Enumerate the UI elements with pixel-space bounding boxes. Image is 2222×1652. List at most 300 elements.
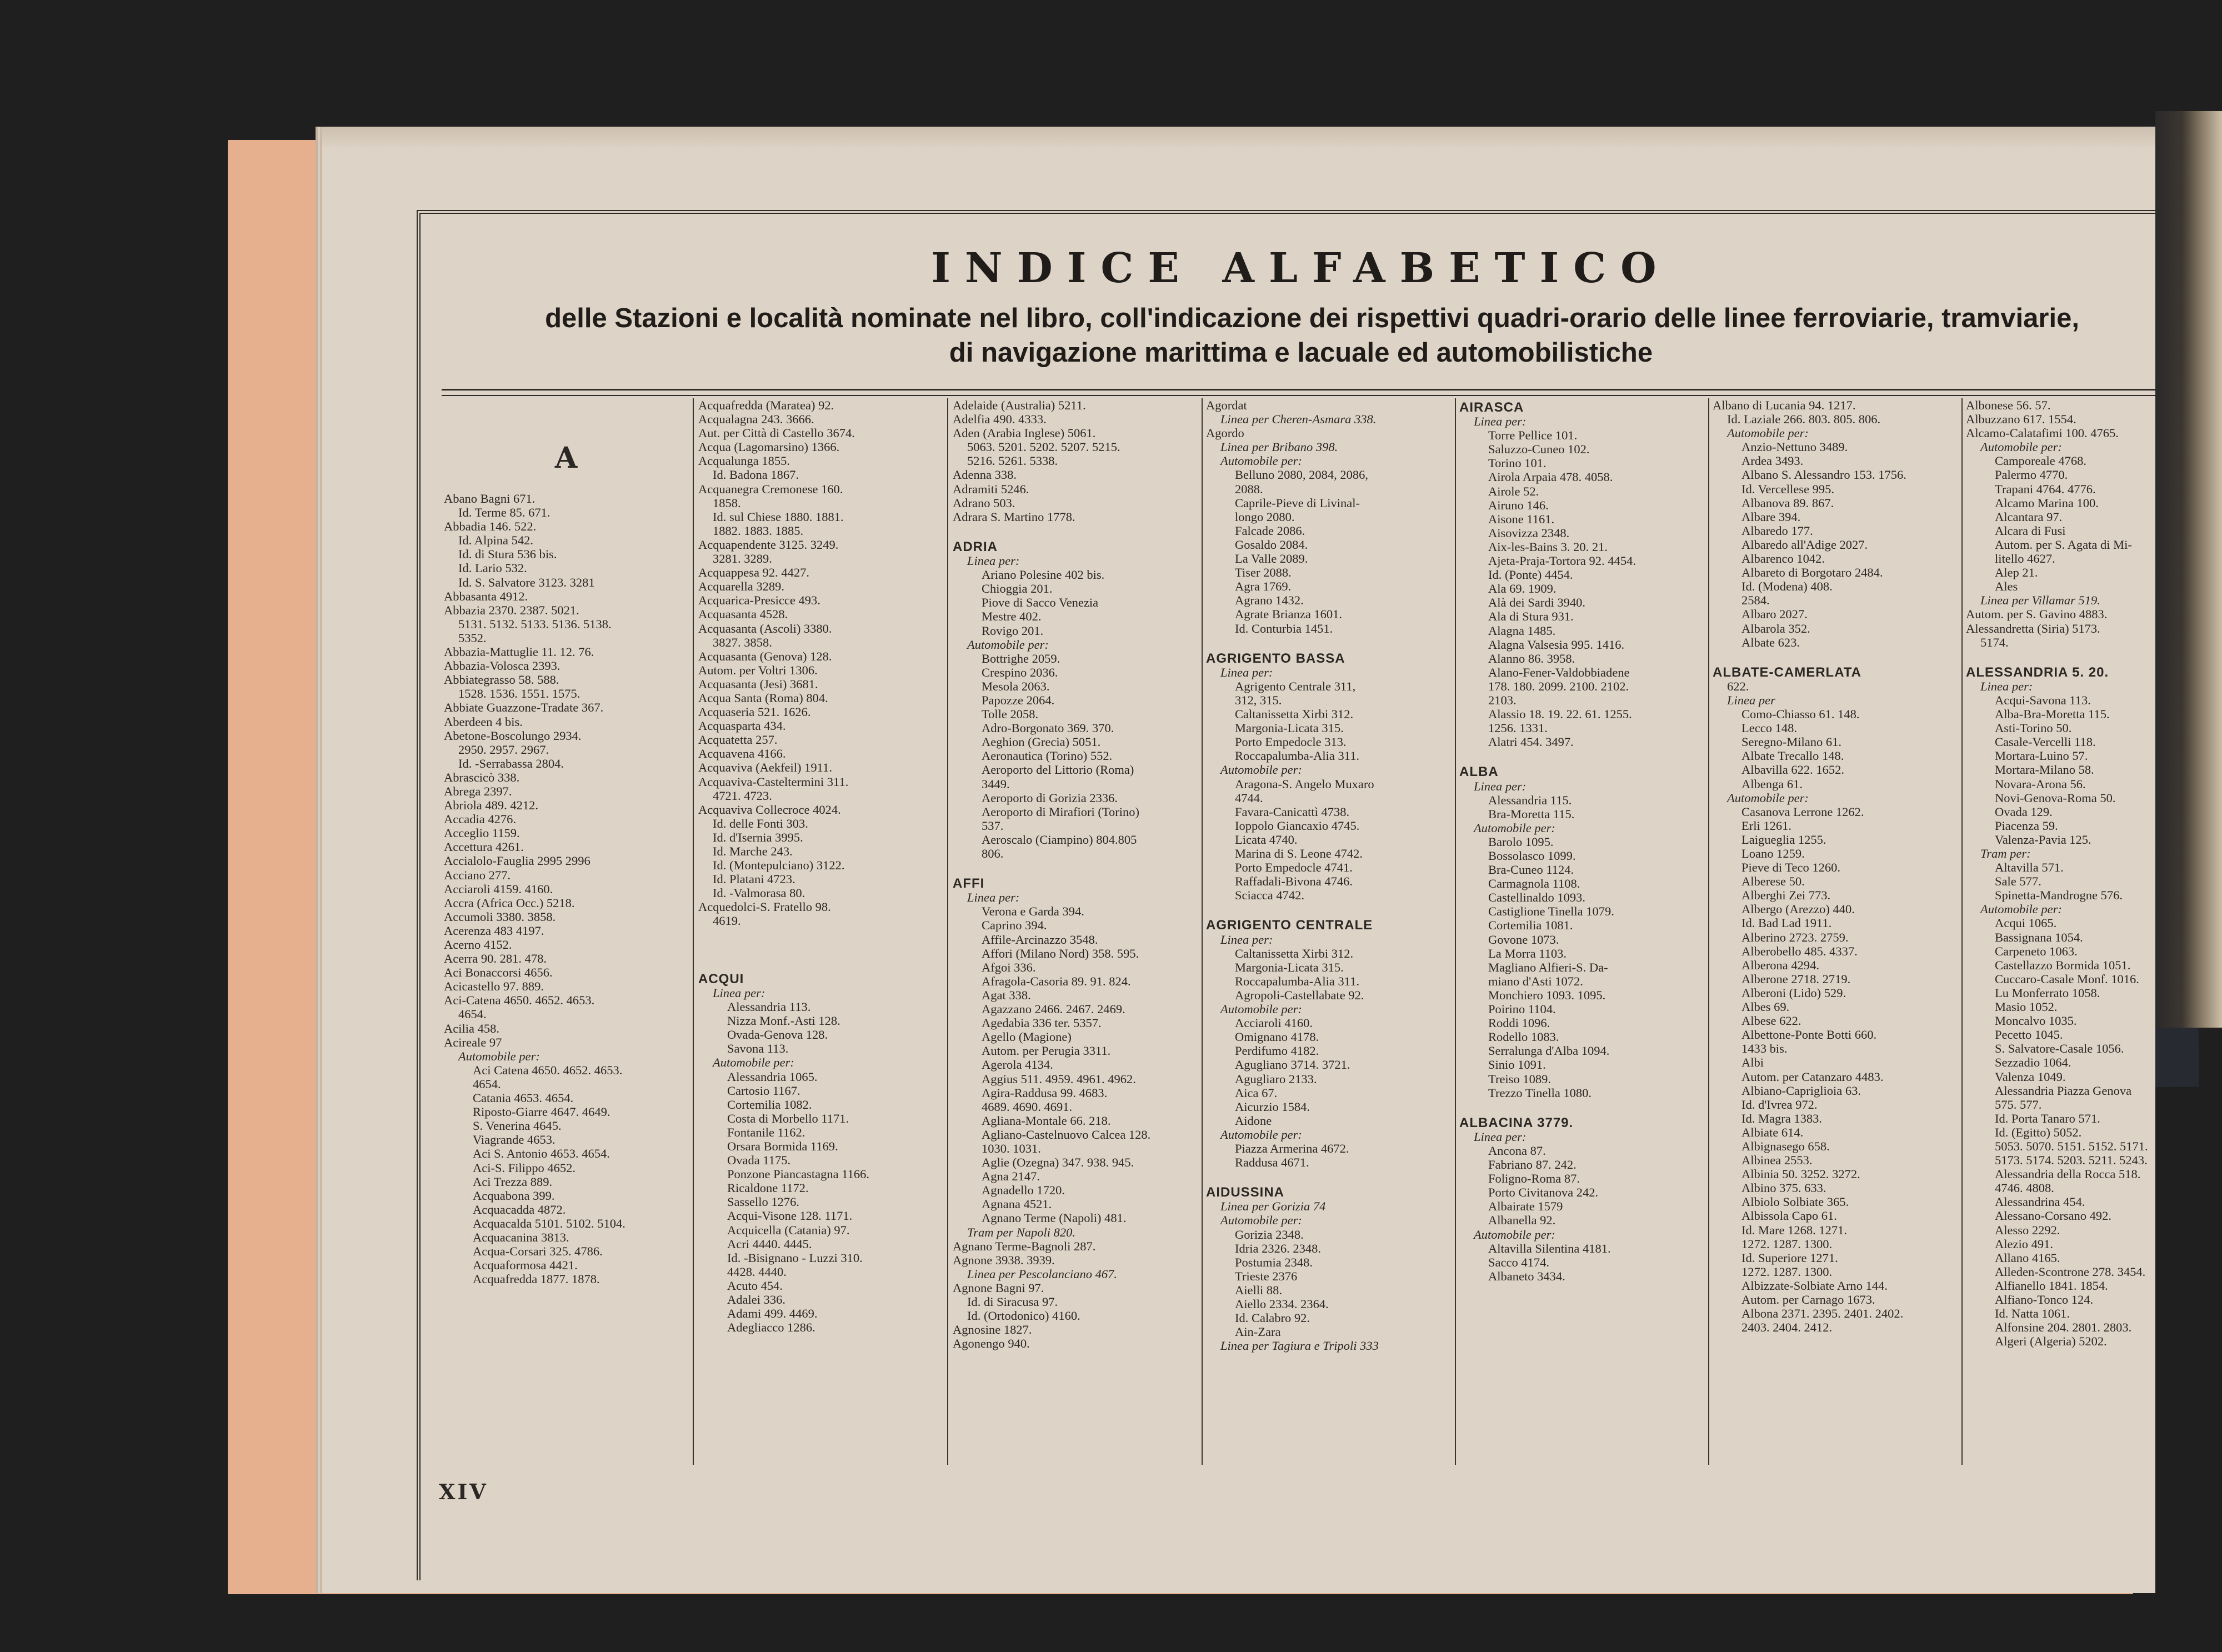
- index-heading: ALBACINA 3779.: [1459, 1115, 1574, 1130]
- index-column-6: [1713, 398, 1957, 1465]
- index-destination: Raffadali-Bivona 4746.: [1235, 874, 1353, 889]
- index-destination: Alfiano-Tonco 124.: [1995, 1293, 2094, 1306]
- index-destination: Mesola 2063.: [982, 679, 1050, 693]
- index-entry: Accettura 4261.: [444, 840, 524, 854]
- index-entry: Agnano Terme-Bagnoli 287.: [953, 1239, 1096, 1253]
- index-destination: Aiello 2334. 2364.: [1235, 1297, 1329, 1311]
- index-entry: Acceglio 1159.: [444, 826, 520, 840]
- index-destination: Trieste 2376: [1235, 1269, 1298, 1283]
- index-entry: Acquavena 4166.: [698, 747, 786, 761]
- index-subheading: Automobile per:: [1980, 902, 2062, 917]
- index-continuation: 1858.: [713, 495, 741, 510]
- index-entry: Aden (Arabia Inglese) 5061.: [953, 426, 1096, 440]
- index-destination: Agnana 4521.: [982, 1197, 1052, 1212]
- index-destination: Mortara-Milano 58.: [1995, 763, 2094, 777]
- index-destination: Aeghion (Grecia) 5051.: [982, 735, 1101, 749]
- index-destination: Albate Trecallo 148.: [1741, 749, 1844, 763]
- index-destination: Alberoni (Lido) 529.: [1741, 985, 1846, 1000]
- index-entry: Id. Alpina 542.: [458, 533, 533, 548]
- index-destination: 4744.: [1235, 790, 1263, 805]
- index-destination: Gosaldo 2084.: [1235, 537, 1308, 552]
- index-destination: 4746. 4808.: [1995, 1181, 2054, 1195]
- index-destination: Aeronautica (Torino) 552.: [982, 749, 1113, 763]
- index-column-1: [444, 398, 688, 1465]
- index-entry: Albuzzano 617. 1554.: [1966, 412, 2076, 427]
- index-destination: Piazza Armerina 4672.: [1235, 1141, 1349, 1155]
- index-entry: Acerra 90. 281. 478.: [444, 952, 547, 966]
- index-destination: Sassello 1276.: [727, 1195, 800, 1209]
- index-destination: Albinia 50. 3252. 3272.: [1741, 1167, 1860, 1182]
- index-subheading: Automobile per:: [1220, 763, 1302, 777]
- index-destination: Viagrande 4653.: [473, 1133, 556, 1147]
- index-destination: Treiso 1089.: [1488, 1072, 1551, 1086]
- index-destination: Albi: [1741, 1055, 1764, 1070]
- index-destination: Afragola-Casoria 89. 91. 824.: [982, 974, 1131, 988]
- index-entry: Acqualunga 1855.: [698, 454, 790, 468]
- index-entry: Acilia 458.: [444, 1021, 499, 1035]
- index-entry: Abano Bagni 671.: [444, 492, 536, 505]
- page-subtitle-line1: delle Stazioni e località nominate nel libro, coll'indicazione dei rispettivi quadri-orario delle linee ferroviarie, tramviarie,: [545, 303, 2079, 333]
- index-destination: Agliana-Montale 66. 218.: [982, 1113, 1111, 1128]
- index-destination: Aeroporto del Littorio (Roma): [982, 763, 1134, 777]
- index-destination: Mortara-Luino 57.: [1995, 749, 2088, 763]
- spacer: [953, 524, 1197, 538]
- index-continuation: 4619.: [713, 914, 741, 928]
- spacer: [1206, 635, 1450, 649]
- index-column-5: [1459, 398, 1704, 1465]
- index-destination: Tolle 2058.: [982, 707, 1039, 722]
- index-destination: Carmagnola 1108.: [1488, 877, 1580, 891]
- index-entry: Adrano 503.: [953, 495, 1015, 510]
- index-destination: Autom. per Carnago 1673.: [1741, 1293, 1875, 1306]
- index-destination: Alà dei Sardi 3940.: [1488, 595, 1585, 610]
- index-subheading: Linea per Cheren-Asmara 338.: [1220, 412, 1377, 427]
- index-destination: Adami 499. 4469.: [727, 1306, 818, 1321]
- index-destination: Castellazzo Bormida 1051.: [1995, 958, 2131, 972]
- index-entry: Autom. per Voltri 1306.: [698, 663, 818, 677]
- index-destination: Valenza-Pavia 125.: [1995, 832, 2091, 847]
- index-entry: Abbadia 146. 522.: [444, 519, 537, 534]
- index-destination: Sacco 4174.: [1488, 1255, 1549, 1269]
- index-destination: Altavilla 571.: [1995, 860, 2064, 875]
- index-subheading: Tram per:: [1980, 847, 2031, 860]
- index-destination: Ain-Zara: [1235, 1325, 1281, 1339]
- index-entry: Id. Lario 532.: [458, 561, 527, 575]
- index-destination: Acqui 1065.: [1995, 916, 2057, 930]
- index-destination: Alberona 4294.: [1741, 958, 1819, 972]
- index-destination: Agugliaro 2133.: [1235, 1072, 1317, 1086]
- index-destination: Loano 1259.: [1741, 847, 1805, 860]
- index-entry: Agordo: [1206, 426, 1244, 440]
- index-subheading: Linea per:: [1220, 665, 1273, 679]
- index-destination: Id. Superiore 1271.: [1741, 1250, 1838, 1265]
- index-destination: Tiser 2088.: [1235, 565, 1292, 580]
- index-destination: Alessandria della Rocca 518.: [1995, 1167, 2141, 1182]
- index-destination: Alessandria 1065.: [727, 1069, 818, 1084]
- index-entry: Alessandretta (Siria) 5173.: [1966, 621, 2100, 635]
- index-destination: Albettone-Ponte Botti 660.: [1741, 1028, 1877, 1042]
- index-destination: Albiano-Capriglioia 63.: [1741, 1083, 1861, 1098]
- index-destination: Foligno-Roma 87.: [1488, 1172, 1580, 1186]
- index-continuation: 1882. 1883. 1885.: [713, 523, 804, 538]
- index-destination: Ala 69. 1909.: [1488, 582, 1557, 596]
- index-destination: Pecetto 1045.: [1995, 1028, 2063, 1042]
- index-destination: Porto Empedocle 313.: [1235, 735, 1347, 749]
- index-entry: Abbasanta 4912.: [444, 589, 528, 603]
- index-destination: Albignasego 658.: [1741, 1139, 1830, 1153]
- index-destination: Margonia-Licata 315.: [1235, 721, 1344, 735]
- index-entry: Acqua Santa (Roma) 804.: [698, 690, 828, 705]
- index-entry: Acquappesa 92. 4427.: [698, 565, 809, 580]
- spacer: [1206, 1169, 1450, 1183]
- index-destination: Alassio 18. 19. 22. 61. 1255.: [1488, 707, 1632, 722]
- index-destination: Agedabia 336 ter. 5357.: [982, 1016, 1102, 1030]
- index-entry: Acquasanta (Ascoli) 3380.: [698, 621, 832, 635]
- index-destination: Favara-Canicattì 4738.: [1235, 804, 1350, 819]
- index-destination: Albiate 614.: [1741, 1125, 1804, 1139]
- index-destination: Albese 622.: [1741, 1014, 1801, 1028]
- index-destination: Albinea 2553.: [1741, 1153, 1813, 1168]
- index-destination: 178. 180. 2099. 2100. 2102.: [1488, 679, 1629, 693]
- index-destination: Postumia 2348.: [1235, 1255, 1313, 1269]
- index-destination: La Morra 1103.: [1488, 946, 1567, 960]
- index-destination: Autom. per Catanzaro 4483.: [1741, 1069, 1884, 1084]
- index-destination: Agira-Raddusa 99. 4683.: [982, 1085, 1108, 1100]
- index-destination: 5173. 5174. 5203. 5211. 5243.: [1995, 1153, 2148, 1168]
- index-entry: Id. di Siracusa 97.: [967, 1295, 1058, 1309]
- index-entry: Id. d'Isernia 3995.: [713, 830, 803, 844]
- index-destination: Albanova 89. 867.: [1741, 495, 1834, 510]
- index-subheading: Linea per:: [967, 890, 1020, 905]
- index-destination: Ales: [1995, 579, 2018, 594]
- index-entry: Acquafredda (Maratea) 92.: [698, 398, 834, 412]
- index-entry: Acquatetta 257.: [698, 733, 778, 747]
- index-page: [322, 127, 2155, 1593]
- index-destination: Caprile-Pieve di Livinal-: [1235, 495, 1360, 510]
- index-destination: Agrigento Centrale 311,: [1235, 679, 1356, 693]
- index-subheading: Linea per:: [1220, 932, 1273, 947]
- index-destination: Autom. per Perugia 3311.: [982, 1044, 1111, 1058]
- index-destination: Marina di S. Leone 4742.: [1235, 847, 1363, 860]
- index-entry: Acquaviva (Aekfeil) 1911.: [698, 760, 832, 775]
- index-destination: Acquacalda 5101. 5102. 5104.: [473, 1216, 625, 1230]
- index-subheading: Linea per:: [967, 554, 1020, 568]
- index-entry: Id. Laziale 266. 803. 805. 806.: [1727, 412, 1881, 427]
- index-entry: Abriola 489. 4212.: [444, 798, 538, 813]
- index-entry: Abbazia-Mattuglie 11. 12. 76.: [444, 645, 594, 659]
- index-destination: Castiglione Tinella 1079.: [1488, 904, 1614, 919]
- index-heading: AGRIGENTO CENTRALE: [1206, 918, 1373, 933]
- index-entry: Abbazia 2370. 2387. 5021.: [444, 603, 579, 617]
- index-destination: Albaneto 3434.: [1488, 1269, 1565, 1283]
- index-entry: Acerno 4152.: [444, 938, 512, 952]
- index-entry: Aut. per Città di Castello 3674.: [698, 426, 855, 440]
- index-destination: Alcara di Fusi: [1995, 523, 2066, 538]
- index-subheading: Linea per: [1727, 693, 1775, 707]
- index-destination: Asti-Torino 50.: [1995, 721, 2072, 735]
- index-entry: Adelfia 490. 4333.: [953, 412, 1047, 427]
- index-destination: Altavilla Silentina 4181.: [1488, 1241, 1611, 1255]
- index-destination: Acquacanina 3813.: [473, 1230, 569, 1244]
- column-divider: [693, 398, 694, 1465]
- index-entry: Abbiate Guazzone-Tradate 367.: [444, 700, 604, 715]
- index-entry: Acqualagna 243. 3666.: [698, 412, 814, 427]
- index-destination: Acri 4440. 4445.: [727, 1237, 812, 1251]
- index-destination: Palermo 4770.: [1995, 468, 2068, 482]
- index-subheading: Linea per:: [1474, 1129, 1527, 1144]
- index-destination: Aci Catena 4650. 4652. 4653.: [473, 1063, 623, 1077]
- index-heading: ACQUI: [698, 971, 744, 987]
- index-subheading: Linea per Gorizia 74: [1220, 1199, 1326, 1214]
- spacer: [953, 860, 1197, 874]
- index-destination: Carpeneto 1063.: [1995, 944, 2078, 958]
- index-entry: Acqua (Lagomarsino) 1366.: [698, 440, 840, 454]
- index-destination: Acquafredda 1877. 1878.: [473, 1272, 600, 1286]
- index-destination: Acqui-Savona 113.: [1995, 693, 2091, 707]
- index-entry: Abetone-Boscolungo 2934.: [444, 728, 582, 743]
- index-destination: Cortemilia 1082.: [727, 1097, 812, 1112]
- index-entry: Autom. per S. Gavino 4883.: [1966, 607, 2108, 622]
- index-entry: Acquaviva-Casteltermini 311.: [698, 774, 849, 789]
- index-destination: Govone 1073.: [1488, 932, 1559, 947]
- index-destination: Albissola Capo 61.: [1741, 1209, 1837, 1223]
- index-destination: Margonia-Licata 315.: [1235, 960, 1344, 974]
- index-destination: Agra 1769.: [1235, 579, 1292, 594]
- index-subheading: Linea per Villamar 519.: [1980, 593, 2100, 608]
- index-destination: Piacenza 59.: [1995, 818, 2058, 833]
- index-destination: Id. -Bisignano - Luzzi 310.: [727, 1250, 863, 1265]
- index-subheading: Tram per Napoli 820.: [967, 1225, 1076, 1239]
- index-destination: Id. Porta Tanaro 571.: [1995, 1111, 2100, 1125]
- index-destination: Trapani 4764. 4776.: [1995, 482, 2096, 496]
- index-entry: Id. (Ortodonico) 4160.: [967, 1309, 1080, 1323]
- index-destination: 806.: [982, 847, 1004, 860]
- index-heading: AFFI: [953, 876, 985, 892]
- index-destination: Ala di Stura 931.: [1488, 609, 1574, 624]
- page-frame: [417, 210, 2155, 1580]
- index-destination: Alesso 2292.: [1995, 1223, 2060, 1237]
- index-heading: AGRIGENTO BASSA: [1206, 650, 1345, 666]
- index-destination: Alberese 50.: [1741, 874, 1805, 889]
- index-continuation: 4654.: [458, 1007, 487, 1022]
- index-destination: Bra-Moretta 115.: [1488, 807, 1575, 821]
- index-subheading: Automobile per:: [1474, 820, 1555, 835]
- index-destination: 5053. 5070. 5151. 5152. 5171.: [1995, 1139, 2148, 1153]
- index-destination: Id. (Ponte) 4454.: [1488, 568, 1573, 582]
- index-entry: Acquasanta (Jesi) 3681.: [698, 677, 818, 691]
- page-title: INDICE ALFABETICO: [931, 244, 1671, 292]
- index-destination: Alessandria 115.: [1488, 793, 1572, 807]
- index-destination: Casale-Vercelli 118.: [1995, 735, 2096, 749]
- index-destination: Spinetta-Mandrogne 576.: [1995, 888, 2123, 903]
- index-continuation: 3827. 3858.: [713, 635, 772, 649]
- index-destination: Lecco 148.: [1741, 721, 1797, 735]
- index-subheading: Linea per:: [1474, 414, 1527, 429]
- index-destination: Sinio 1091.: [1488, 1058, 1546, 1072]
- index-entry: Id. Badona 1867.: [713, 468, 799, 482]
- index-destination: Agat 338.: [982, 988, 1031, 1002]
- index-destination: Cuccaro-Casale Monf. 1016.: [1995, 972, 2139, 986]
- index-destination: Serralunga d'Alba 1094.: [1488, 1044, 1610, 1058]
- index-entry: Acerenza 483 4197.: [444, 923, 544, 938]
- index-subheading: Automobile per:: [1727, 790, 1809, 805]
- index-destination: Laigueglia 1255.: [1741, 832, 1826, 847]
- index-destination: Albaro 2027.: [1741, 607, 1808, 622]
- index-destination: Alagna 1485.: [1488, 623, 1556, 638]
- index-destination: Savona 113.: [727, 1042, 789, 1056]
- index-destination: Allano 4165.: [1995, 1250, 2060, 1265]
- index-continuation: 5352.: [458, 630, 487, 645]
- index-destination: Autom. per S. Agata di Mi-: [1995, 537, 2132, 552]
- index-heading: ALBATE-CAMERLATA: [1713, 664, 1861, 680]
- index-destination: Casanova Lerrone 1262.: [1741, 804, 1864, 819]
- index-column-4: [1206, 398, 1450, 1465]
- index-entry: Id. di Stura 536 bis.: [458, 547, 557, 562]
- index-destination: Id. Magra 1383.: [1741, 1111, 1822, 1125]
- spacer: [698, 956, 943, 970]
- index-subheading: Automobile per:: [1220, 1213, 1302, 1228]
- index-destination: Alfonsine 204. 2801. 2803.: [1995, 1320, 2132, 1335]
- index-destination: Novi-Genova-Roma 50.: [1995, 790, 2116, 805]
- index-destination: Catania 4653. 4654.: [473, 1091, 574, 1105]
- spacer: [1459, 1100, 1704, 1114]
- index-entry: Adelaide (Australia) 5211.: [953, 398, 1086, 412]
- index-destination: Id. Natta 1061.: [1995, 1306, 2070, 1321]
- index-entry: Agonengo 940.: [953, 1336, 1030, 1351]
- index-entry: Abrascicò 338.: [444, 770, 520, 784]
- index-destination: Bottrighe 2059.: [982, 651, 1060, 665]
- index-subheading: Automobile per:: [1727, 426, 1809, 440]
- index-destination: Pieve di Teco 1260.: [1741, 860, 1840, 875]
- index-destination: Magliano Alfieri-S. Da-: [1488, 960, 1608, 974]
- index-subheading: Automobile per:: [1220, 454, 1302, 468]
- index-destination: Aggius 511. 4959. 4961. 4962.: [982, 1072, 1136, 1086]
- index-destination: Aicurzio 1584.: [1235, 1099, 1310, 1114]
- index-subheading: Linea per:: [1474, 779, 1527, 793]
- index-destination: Crespino 2036.: [982, 665, 1058, 679]
- index-destination: Acquaformosa 4421.: [473, 1258, 578, 1273]
- spacer: [698, 928, 943, 942]
- index-destination: Algeri (Algeria) 5202.: [1995, 1334, 2107, 1349]
- index-destination: Alagna Valsesia 995. 1416.: [1488, 637, 1625, 652]
- index-destination: Alep 21.: [1995, 565, 2038, 580]
- spacer: [1459, 749, 1704, 763]
- index-destination: Albiolo Solbiate 365.: [1741, 1195, 1849, 1209]
- index-destination: Sciacca 4742.: [1235, 888, 1304, 903]
- index-entry: Acciano 277.: [444, 868, 511, 882]
- index-destination: Cortemilia 1081.: [1488, 918, 1573, 933]
- index-continuation: 2950. 2957. 2967.: [458, 742, 549, 757]
- index-continuation: 3281. 3289.: [713, 552, 772, 566]
- column-divider: [1961, 398, 1963, 1465]
- index-destination: Ponzone Piancastagna 1166.: [727, 1167, 869, 1182]
- spacer: [1713, 649, 1957, 663]
- spacer: [1206, 902, 1450, 916]
- index-entry: Acciaroli 4159. 4160.: [444, 882, 553, 896]
- index-subheading: Linea per:: [713, 985, 765, 1000]
- index-destination: 312, 315.: [1235, 693, 1282, 707]
- index-destination: Albona 2371. 2395. 2401. 2402.: [1741, 1306, 1904, 1321]
- index-destination: Alberone 2718. 2719.: [1741, 972, 1851, 986]
- index-destination: S. Venerina 4645.: [473, 1119, 562, 1133]
- index-heading: AIDUSSINA: [1206, 1185, 1285, 1200]
- index-destination: Trezzo Tinella 1080.: [1488, 1085, 1592, 1100]
- index-destination: Albare 394.: [1741, 509, 1801, 524]
- index-entry: Acquapendente 3125. 3249.: [698, 537, 839, 552]
- index-destination: Albairate 1579: [1488, 1199, 1563, 1214]
- index-destination: Ariano Polesine 402 bis.: [982, 568, 1105, 582]
- index-destination: Id. (Modena) 408.: [1741, 579, 1833, 594]
- index-column-7: [1966, 398, 2155, 1465]
- index-continuation: 1528. 1536. 1551. 1575.: [458, 687, 580, 701]
- index-destination: Id. Calabro 92.: [1235, 1311, 1310, 1325]
- index-destination: 1272. 1287. 1300.: [1741, 1237, 1833, 1251]
- index-destination: Caltanissetta Xirbi 312.: [1235, 946, 1354, 960]
- index-entry: Id. S. Salvatore 3123. 3281: [458, 575, 595, 589]
- index-entry: Acquaseria 521. 1626.: [698, 705, 811, 719]
- book-spine-edge: [2155, 111, 2222, 1028]
- index-entry: Agordat: [1206, 398, 1247, 412]
- page-fold: [322, 127, 2155, 149]
- index-destination: miano d'Asti 1072.: [1488, 974, 1583, 988]
- index-entry: Id. Marche 243.: [713, 844, 793, 858]
- index-destination: Camporeale 4768.: [1995, 454, 2086, 468]
- index-destination: Omignano 4178.: [1235, 1030, 1319, 1044]
- index-destination: Airuno 146.: [1488, 498, 1549, 512]
- index-destination: Ovada-Genova 128.: [727, 1028, 828, 1042]
- index-destination: Alessandria Piazza Genova: [1995, 1083, 2132, 1098]
- index-destination: Aci S. Antonio 4653. 4654.: [473, 1147, 610, 1161]
- index-destination: Id. Bad Lad 1911.: [1741, 916, 1832, 930]
- index-destination: Ovada 129.: [1995, 804, 2053, 819]
- column-divider: [947, 398, 948, 1465]
- index-destination: Adro-Borgonato 369. 370.: [982, 721, 1114, 735]
- index-destination: Albenga 61.: [1741, 777, 1803, 791]
- header-rule-thin: [442, 395, 2155, 396]
- index-entry: Acquarica-Presicce 493.: [698, 593, 820, 608]
- index-entry: Id. Terme 85. 671.: [458, 505, 551, 520]
- index-destination: 575. 577.: [1995, 1097, 2042, 1112]
- index-destination: Acquacadda 4872.: [473, 1202, 566, 1217]
- index-entry: Acquanegra Cremonese 160.: [698, 482, 843, 496]
- index-destination: Aci Trezza 889.: [473, 1174, 553, 1189]
- index-destination: Aci-S. Filippo 4652.: [473, 1160, 576, 1175]
- index-subheading: Automobile per:: [1474, 1227, 1555, 1241]
- index-destination: Masio 1052.: [1995, 1000, 2058, 1014]
- index-destination: 1030. 1031.: [982, 1141, 1041, 1155]
- index-destination: Bassignana 1054.: [1995, 930, 2083, 944]
- index-destination: Valenza 1049.: [1995, 1069, 2066, 1084]
- index-destination: Alberino 2723. 2759.: [1741, 930, 1849, 944]
- index-destination: 2584.: [1741, 593, 1770, 608]
- index-entry: Abrega 2397.: [444, 784, 512, 798]
- index-destination: Aix-les-Bains 3. 20. 21.: [1488, 539, 1608, 554]
- index-destination: Albes 69.: [1741, 1000, 1790, 1014]
- index-heading: ADRIA: [953, 539, 998, 554]
- index-destination: Roddi 1096.: [1488, 1016, 1550, 1030]
- header-rule: [442, 389, 2155, 391]
- index-destination: Rodello 1083.: [1488, 1030, 1559, 1044]
- index-destination: Rovigo 201.: [982, 623, 1044, 638]
- index-destination: Ajeta-Praja-Tortora 92. 4454.: [1488, 554, 1636, 568]
- index-destination: 2088.: [1235, 482, 1263, 496]
- index-destination: Caprino 394.: [982, 918, 1047, 933]
- index-destination: Acquabona 399.: [473, 1188, 555, 1203]
- index-destination: Lu Monferrato 1058.: [1995, 985, 2100, 1000]
- index-subheading: Automobile per:: [458, 1049, 540, 1063]
- index-destination: Agnadello 1720.: [982, 1183, 1065, 1198]
- index-destination: Albino 375. 633.: [1741, 1181, 1826, 1195]
